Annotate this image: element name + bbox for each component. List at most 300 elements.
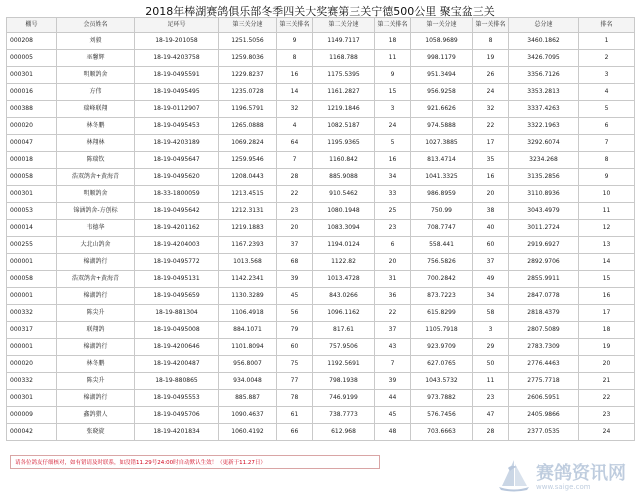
- table-cell: 1041.3325: [411, 169, 473, 186]
- table-cell: 8: [579, 152, 635, 169]
- table-cell: 79: [277, 322, 313, 339]
- table-cell: 68: [277, 254, 313, 271]
- table-cell: 33: [375, 186, 411, 203]
- table-cell: 2919.6927: [509, 237, 579, 254]
- table-cell: 3353.2813: [509, 84, 579, 101]
- table-cell: 956.8007: [219, 356, 277, 373]
- table-cell: 28: [277, 169, 313, 186]
- table-cell: 756.5826: [411, 254, 473, 271]
- table-cell: 3337.4263: [509, 101, 579, 118]
- table-cell: 974.5888: [411, 118, 473, 135]
- table-cell: 37: [375, 322, 411, 339]
- table-cell: 3: [579, 67, 635, 84]
- table-cell: 1142.2341: [219, 271, 277, 288]
- table-cell: 910.5462: [313, 186, 375, 203]
- table-cell: 19: [473, 50, 509, 67]
- table-cell: 25: [375, 203, 411, 220]
- table-cell: 1265.0888: [219, 118, 277, 135]
- table-cell: 18-19-881304: [135, 305, 219, 322]
- table-cell: 20: [473, 186, 509, 203]
- table-cell: 15: [579, 271, 635, 288]
- table-cell: 700.2842: [411, 271, 473, 288]
- table-cell: 000301: [7, 67, 57, 84]
- table-cell: 棉湖鸽行: [57, 339, 135, 356]
- table-cell: 1060.4192: [219, 424, 277, 441]
- table-cell: 77: [277, 373, 313, 390]
- table-cell: 60: [277, 339, 313, 356]
- table-cell: 6: [579, 118, 635, 135]
- table-row: [7, 339, 635, 356]
- sheet-title: 2018年棒湖赛鸽俱乐部冬季四关大奖赛第三关宁德500公里 聚宝盆三关: [145, 5, 495, 18]
- table-cell: 615.8299: [411, 305, 473, 322]
- table-cell: 16: [375, 152, 411, 169]
- table-cell: 000016: [7, 84, 57, 101]
- table-cell: 2606.5951: [509, 390, 579, 407]
- results-table: [6, 17, 635, 441]
- table-cell: 1013.568: [219, 254, 277, 271]
- table-cell: 998.1179: [411, 50, 473, 67]
- table-cell: 31: [375, 271, 411, 288]
- table-cell: 2818.4379: [509, 305, 579, 322]
- table-cell: 18-19-0495131: [135, 271, 219, 288]
- table-cell: 2377.0535: [509, 424, 579, 441]
- watermark-url: www.saige.com: [536, 483, 591, 491]
- table-cell: 951.3494: [411, 67, 473, 84]
- table-cell: 934.0048: [219, 373, 277, 390]
- table-cell: 75: [277, 356, 313, 373]
- table-cell: 885.887: [219, 390, 277, 407]
- table-cell: 3135.2856: [509, 169, 579, 186]
- table-cell: 921.6626: [411, 101, 473, 118]
- table-cell: 18: [579, 322, 635, 339]
- table-cell: 17: [473, 135, 509, 152]
- table-cell: 18-19-0495706: [135, 407, 219, 424]
- table-cell: 1259.8036: [219, 50, 277, 67]
- table-cell: 49: [473, 271, 509, 288]
- table-cell: 18-19-0495647: [135, 152, 219, 169]
- table-cell: 1013.4728: [313, 271, 375, 288]
- table-cell: 000255: [7, 237, 57, 254]
- table-cell: 7: [375, 356, 411, 373]
- table-row: [7, 135, 635, 152]
- table-cell: 1208.0443: [219, 169, 277, 186]
- table-row: [7, 424, 635, 441]
- table-row: [7, 33, 635, 50]
- table-cell: 18-19-4203189: [135, 135, 219, 152]
- table-cell: 576.7456: [411, 407, 473, 424]
- table-cell: 16: [579, 288, 635, 305]
- column-header: 第二关排名: [375, 18, 411, 33]
- table-cell: 000317: [7, 322, 57, 339]
- table-cell: 22: [375, 305, 411, 322]
- table-cell: 23: [277, 203, 313, 220]
- table-cell: 1106.4918: [219, 305, 277, 322]
- table-cell: 19: [579, 339, 635, 356]
- table-row: [7, 390, 635, 407]
- table-cell: 20: [579, 356, 635, 373]
- table-cell: 1149.7117: [313, 33, 375, 50]
- table-cell: 2: [579, 50, 635, 67]
- table-cell: 000053: [7, 203, 57, 220]
- table-cell: 000388: [7, 101, 57, 118]
- table-cell: 浩双鸽舍+黄海青: [57, 271, 135, 288]
- table-row: [7, 254, 635, 271]
- table-cell: 1122.82: [313, 254, 375, 271]
- table-cell: 757.9506: [313, 339, 375, 356]
- table-cell: 000014: [7, 220, 57, 237]
- column-header: 第一关排名: [473, 18, 509, 33]
- table-cell: 1: [579, 33, 635, 50]
- table-cell: 873.7223: [411, 288, 473, 305]
- table-cell: 锦涵鸽舍-方创标: [57, 203, 135, 220]
- table-cell: 3: [473, 322, 509, 339]
- table-cell: 000301: [7, 186, 57, 203]
- table-row: [7, 50, 635, 67]
- table-cell: 28: [473, 424, 509, 441]
- table-cell: 8: [277, 50, 313, 67]
- table-row: [7, 356, 635, 373]
- table-cell: 18-19-4203758: [135, 50, 219, 67]
- table-cell: 18-19-4200646: [135, 339, 219, 356]
- table-cell: 3292.6074: [509, 135, 579, 152]
- table-cell: 3110.8936: [509, 186, 579, 203]
- table-cell: 18: [375, 33, 411, 50]
- table-cell: 2775.7718: [509, 373, 579, 390]
- table-cell: 843.0266: [313, 288, 375, 305]
- table-cell: 联翔鸽: [57, 322, 135, 339]
- table-cell: 9: [579, 169, 635, 186]
- table-cell: 2892.9706: [509, 254, 579, 271]
- table-cell: 973.7882: [411, 390, 473, 407]
- table-cell: 47: [473, 407, 509, 424]
- table-cell: 24: [375, 118, 411, 135]
- table-cell: 3234.268: [509, 152, 579, 169]
- table-cell: 1160.842: [313, 152, 375, 169]
- table-cell: 37: [277, 237, 313, 254]
- table-cell: 45: [375, 407, 411, 424]
- table-cell: 612.968: [313, 424, 375, 441]
- table-cell: 6: [375, 237, 411, 254]
- table-cell: 48: [375, 424, 411, 441]
- table-cell: 16: [277, 67, 313, 84]
- table-cell: 44: [375, 390, 411, 407]
- column-header: 第一关分速: [411, 18, 473, 33]
- table-cell: 000332: [7, 305, 57, 322]
- table-cell: 浩双鸽舍+黄海青: [57, 169, 135, 186]
- table-cell: 000042: [7, 424, 57, 441]
- table-cell: 23: [375, 220, 411, 237]
- table-cell: 923.9709: [411, 339, 473, 356]
- table-cell: 18-19-0495008: [135, 322, 219, 339]
- column-header: 第三关排名: [277, 18, 313, 33]
- table-cell: 1130.3289: [219, 288, 277, 305]
- table-cell: 4: [277, 118, 313, 135]
- table-cell: 4: [579, 84, 635, 101]
- table-cell: 703.6663: [411, 424, 473, 441]
- table-cell: 61: [277, 407, 313, 424]
- table-cell: 750.99: [411, 203, 473, 220]
- table-cell: 刘毅: [57, 33, 135, 50]
- table-cell: 000332: [7, 373, 57, 390]
- table-cell: 1168.788: [313, 50, 375, 67]
- table-cell: 32: [473, 101, 509, 118]
- table-cell: 18-19-4201834: [135, 424, 219, 441]
- table-cell: 000020: [7, 118, 57, 135]
- table-cell: 000301: [7, 390, 57, 407]
- table-cell: 1175.5395: [313, 67, 375, 84]
- table-cell: 9: [277, 33, 313, 50]
- table-cell: 000001: [7, 339, 57, 356]
- table-cell: 000058: [7, 271, 57, 288]
- table-cell: 32: [277, 101, 313, 118]
- table-cell: 棉湖鸽行: [57, 390, 135, 407]
- table-cell: 3460.1862: [509, 33, 579, 50]
- table-cell: 23: [579, 407, 635, 424]
- table-cell: 43: [375, 339, 411, 356]
- table-cell: 885.9088: [313, 169, 375, 186]
- pigeon-sailboat-icon: [496, 458, 532, 492]
- table-cell: 817.61: [313, 322, 375, 339]
- table-cell: 18-19-880865: [135, 373, 219, 390]
- table-cell: 21: [579, 373, 635, 390]
- table-cell: 1105.7918: [411, 322, 473, 339]
- table-cell: 3: [375, 101, 411, 118]
- table-cell: 18-19-0495591: [135, 67, 219, 84]
- table-cell: 林冬鹏: [57, 118, 135, 135]
- table-cell: 39: [375, 373, 411, 390]
- table-cell: 000208: [7, 33, 57, 50]
- table-cell: 37: [473, 254, 509, 271]
- table-cell: 1096.1162: [313, 305, 375, 322]
- column-header: 棚号: [7, 18, 57, 33]
- table-row: [7, 84, 635, 101]
- table-cell: 11: [473, 373, 509, 390]
- table-cell: 000005: [7, 50, 57, 67]
- table-cell: 1161.2827: [313, 84, 375, 101]
- table-cell: 巫馨辉: [57, 50, 135, 67]
- table-cell: 35: [473, 152, 509, 169]
- table-cell: 18-19-0495772: [135, 254, 219, 271]
- table-row: [7, 169, 635, 186]
- table-cell: 1219.1883: [219, 220, 277, 237]
- table-cell: 884.1071: [219, 322, 277, 339]
- table-cell: 1083.3094: [313, 220, 375, 237]
- table-cell: 1167.2393: [219, 237, 277, 254]
- table-row: [7, 271, 635, 288]
- table-cell: 64: [277, 135, 313, 152]
- table-cell: 2807.5089: [509, 322, 579, 339]
- column-header: 排名: [579, 18, 635, 33]
- table-cell: 鑫鸽猎人: [57, 407, 135, 424]
- table-cell: 38: [473, 203, 509, 220]
- table-cell: 11: [375, 50, 411, 67]
- table-cell: 18-19-0495620: [135, 169, 219, 186]
- table-cell: 大北山鸽舍: [57, 237, 135, 254]
- table-cell: 1080.1948: [313, 203, 375, 220]
- table-cell: 18-19-0495553: [135, 390, 219, 407]
- watermark-logo: [496, 458, 626, 492]
- table-cell: 瑞峰联翔: [57, 101, 135, 118]
- table-cell: 11: [579, 203, 635, 220]
- table-cell: 20: [375, 254, 411, 271]
- table-cell: 18-19-0495659: [135, 288, 219, 305]
- table-cell: 2776.4463: [509, 356, 579, 373]
- table-cell: 3356.7126: [509, 67, 579, 84]
- table-cell: 24: [579, 424, 635, 441]
- column-header: 第二关分速: [313, 18, 375, 33]
- table-cell: 18-33-1800059: [135, 186, 219, 203]
- table-cell: 000001: [7, 288, 57, 305]
- table-cell: 627.0765: [411, 356, 473, 373]
- table-cell: 7: [579, 135, 635, 152]
- table-cell: 7: [277, 152, 313, 169]
- table-cell: 2783.7309: [509, 339, 579, 356]
- table-cell: 18-19-0112907: [135, 101, 219, 118]
- table-row: [7, 67, 635, 84]
- table-cell: 000009: [7, 407, 57, 424]
- table-cell: 000058: [7, 169, 57, 186]
- table-cell: 12: [579, 220, 635, 237]
- table-cell: 陈尖升: [57, 373, 135, 390]
- table-cell: 1259.9546: [219, 152, 277, 169]
- table-cell: 1027.3885: [411, 135, 473, 152]
- table-cell: 813.4714: [411, 152, 473, 169]
- table-row: [7, 322, 635, 339]
- header-row: [7, 18, 635, 33]
- table-cell: 746.9199: [313, 390, 375, 407]
- table-row: [7, 186, 635, 203]
- table-cell: 18-19-0495495: [135, 84, 219, 101]
- table-cell: 18-19-4204003: [135, 237, 219, 254]
- table-cell: 000018: [7, 152, 57, 169]
- table-row: [7, 220, 635, 237]
- table-cell: 798.1938: [313, 373, 375, 390]
- table-row: [7, 101, 635, 118]
- table-cell: 14: [579, 254, 635, 271]
- table-cell: 5: [375, 135, 411, 152]
- column-header: 总分速: [509, 18, 579, 33]
- table-cell: 22: [277, 186, 313, 203]
- table-cell: 2405.9866: [509, 407, 579, 424]
- table-cell: 24: [473, 84, 509, 101]
- table-cell: 34: [473, 288, 509, 305]
- table-cell: 棉湖鸽行: [57, 288, 135, 305]
- table-cell: 陈尖升: [57, 305, 135, 322]
- table-cell: 明顺鸽舍: [57, 186, 135, 203]
- table-cell: 陈瑞钦: [57, 152, 135, 169]
- table-cell: 000001: [7, 254, 57, 271]
- table-cell: 1195.9365: [313, 135, 375, 152]
- table-cell: 16: [473, 169, 509, 186]
- table-cell: 1082.5187: [313, 118, 375, 135]
- table-row: [7, 203, 635, 220]
- table-cell: 18-19-4200487: [135, 356, 219, 373]
- watermark-brand: 赛鸽资讯网: [536, 463, 626, 484]
- table-cell: 2855.9911: [509, 271, 579, 288]
- table-cell: 18-19-0495453: [135, 118, 219, 135]
- table-cell: 3043.4979: [509, 203, 579, 220]
- column-header: 足环号: [135, 18, 219, 33]
- table-cell: 10: [579, 186, 635, 203]
- table-cell: 1196.5791: [219, 101, 277, 118]
- table-cell: 22: [579, 390, 635, 407]
- table-cell: 50: [473, 356, 509, 373]
- table-cell: 3011.2724: [509, 220, 579, 237]
- table-cell: 18-19-201058: [135, 33, 219, 50]
- table-cell: 708.7747: [411, 220, 473, 237]
- table-cell: 23: [473, 390, 509, 407]
- table-cell: 1251.5056: [219, 33, 277, 50]
- column-header: 第三关分速: [219, 18, 277, 33]
- table-cell: 26: [473, 67, 509, 84]
- table-cell: 1194.0124: [313, 237, 375, 254]
- table-cell: 60: [473, 237, 509, 254]
- table-cell: 1043.5732: [411, 373, 473, 390]
- table-row: [7, 237, 635, 254]
- table-row: [7, 373, 635, 390]
- table-cell: 明顺鸽舍: [57, 67, 135, 84]
- table-cell: 40: [473, 220, 509, 237]
- table-cell: 58: [473, 305, 509, 322]
- table-cell: 22: [473, 118, 509, 135]
- table-cell: 45: [277, 288, 313, 305]
- table-cell: 韦德华: [57, 220, 135, 237]
- table-row: [7, 118, 635, 135]
- table-cell: 3322.1963: [509, 118, 579, 135]
- table-cell: 56: [277, 305, 313, 322]
- table-cell: 1069.2824: [219, 135, 277, 152]
- column-header: 会员姓名: [57, 18, 135, 33]
- table-cell: 738.7773: [313, 407, 375, 424]
- table-cell: 1219.1846: [313, 101, 375, 118]
- table-cell: 棉湖鸽行: [57, 254, 135, 271]
- table-cell: 林翔林: [57, 135, 135, 152]
- table-cell: 1192.5691: [313, 356, 375, 373]
- table-cell: 20: [277, 220, 313, 237]
- table-cell: 15: [375, 84, 411, 101]
- table-cell: 方伟: [57, 84, 135, 101]
- table-cell: 14: [277, 84, 313, 101]
- table-cell: 956.9258: [411, 84, 473, 101]
- table-row: [7, 305, 635, 322]
- table-cell: 1101.8094: [219, 339, 277, 356]
- table-cell: 1090.4637: [219, 407, 277, 424]
- notice-text: 请各位鸽友仔细核对，如有错请及时联系，如没错11.29号24:00时自动默认生效！（更新于11.27日）: [10, 455, 380, 469]
- table-cell: 1212.3131: [219, 203, 277, 220]
- table-row: [7, 407, 635, 424]
- table-cell: 13: [579, 237, 635, 254]
- table-cell: 2847.0778: [509, 288, 579, 305]
- table-cell: 5: [579, 101, 635, 118]
- table-cell: 张晓旋: [57, 424, 135, 441]
- table-cell: 000047: [7, 135, 57, 152]
- table-cell: 66: [277, 424, 313, 441]
- table-row: [7, 152, 635, 169]
- table-cell: 18-19-4201162: [135, 220, 219, 237]
- table-cell: 9: [375, 67, 411, 84]
- table-cell: 3426.7095: [509, 50, 579, 67]
- table-cell: 986.8959: [411, 186, 473, 203]
- table-cell: 17: [579, 305, 635, 322]
- table-cell: 林冬鹏: [57, 356, 135, 373]
- table-cell: 39: [277, 271, 313, 288]
- table-cell: 34: [375, 169, 411, 186]
- table-cell: 8: [473, 33, 509, 50]
- table-cell: 1235.0728: [219, 84, 277, 101]
- table-cell: 1058.9689: [411, 33, 473, 50]
- table-row: [7, 288, 635, 305]
- table-cell: 1229.8237: [219, 67, 277, 84]
